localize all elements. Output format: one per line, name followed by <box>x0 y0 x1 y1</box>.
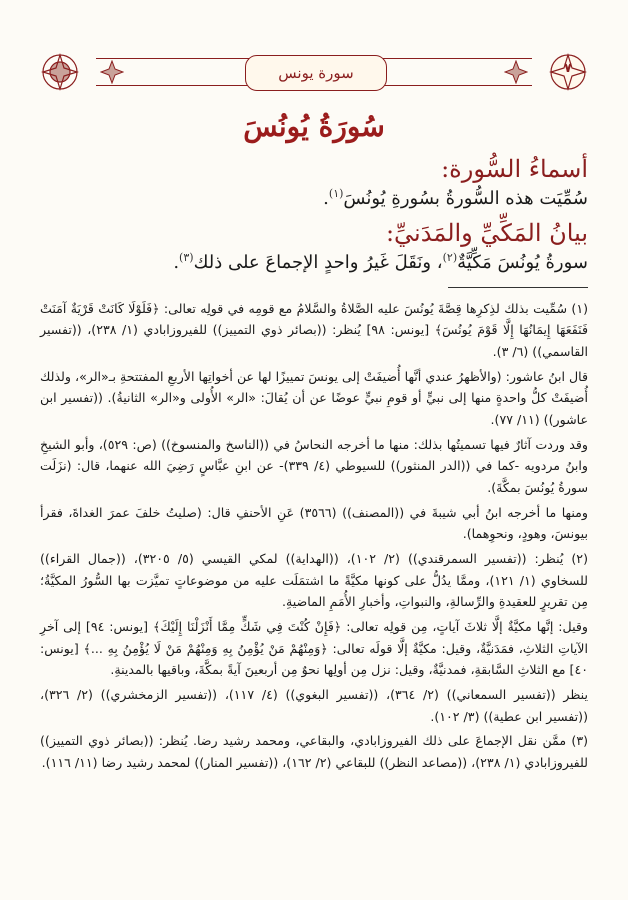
page-content <box>40 100 588 777</box>
section-body-names <box>40 185 588 213</box>
section-heading-makki-madani: بيانُ المَكِّيِّ والمَدَنيِّ: <box>385 218 588 247</box>
footnote-paragraph: ومنها ما أخرجه ابنُ أبي شيبةَ في ((المصنف)) (٣٥٦٦) عَنِ الأحنفِ قال: (صليتُ خلفَ عمرَ الغداةَ، فقرأ بيونسَ، وهودٍ، ونحوِهما). <box>40 504 588 542</box>
body-text: . <box>173 251 180 273</box>
footnote-ref[interactable]: (٣) <box>179 250 194 264</box>
surah-title: سُورَةُ يُونُسَ <box>243 110 385 143</box>
page-header <box>40 52 588 92</box>
running-title: سورة يونس <box>245 55 387 91</box>
small-ornament-icon <box>504 60 528 84</box>
footnotes <box>40 298 588 774</box>
section-heading-names: أسماءُ السُّورة: <box>441 155 588 183</box>
body-text: سورةُ يُونُسَ مَكِّيَّةٌ <box>457 251 588 273</box>
body-text: ، ونَقَلَ غَيرُ واحدٍ الإجماعَ على ذلك <box>193 251 443 273</box>
footnote-paragraph: (١) سُمِّيت بذلك لذِكرِها قِصَّةَ يُونُسَ عليه الصَّلاةُ والسَّلامُ مع قومِه في قولِه تعالى: ﴿فَلَوْلَا كَانَتْ قَرْيَةٌ آمَنَتْ فَنَفَعَهَا إِيمَانُهَا إِلَّا قَوْمَ يُونُسَ﴾ [يونس: ٩٨] يُنظر: ((بصائر ذوي التمييز)) للفيروزابادي (١/ ٢٣٨)، ((تفسير القاسمي)) (٦/ ٣). <box>40 300 588 360</box>
footnote-paragraph: وقد وردت آثارٌ فيها تسميتُها بذلك: منها ما أخرجه النحاسُ في ((الناسخ والمنسوخ)) (ص: ٥٢٩)، وأبو الشيخِ وابنُ مردويه -كما في ((الدر المنثور)) للسيوطي (٤/ ٣٣٩)- عن ابنِ عبَّاسٍ رَضِيَ الله عنهما، قال: (نزَلَت سورةُ يُونُسَ بمكَّةَ). <box>40 436 589 496</box>
rosette-ornament-icon <box>40 52 80 92</box>
page-number: ٧ <box>564 61 572 76</box>
footnote-paragraph: (٢) يُنظر: ((تفسير السمرقندي)) (٢/ ١٠٢)، ((الهداية)) لمكي القيسي (٥/ ٣٢٠٥)، ((جمال القراء)) للسخاوي (١/ ١٢١)، وممَّا يدُلُّ على كونها مكيَّةً ما اشتمَلَت عليه من موضوعاتٍ تميَّزت بها السُّورُ المكيَّةُ؛ مِن تقريرٍ للعقيدةِ والرِّسالةِ، والنبواتِ، وأخبارِ الأُمَمِ الماضيةِ. <box>40 551 588 610</box>
footnote-ref[interactable]: (١) <box>328 187 344 200</box>
body-text: سُمِّيَت هذه السُّورةُ بسُورةِ يُونُسَ <box>343 188 588 209</box>
footnote-paragraph: وقيل: إنَّها مكيَّةٌ إلَّا ثلاثَ آياتٍ، مِن قولِه تعالى: ﴿فَإِنْ كُنْتَ فِي شَكٍّ مِمَّا أَنْزَلْنَا إِلَيْكَ﴾ [يونس: ٩٤] إلى آخرِ الآياتِ الثلاثِ، فمَدَنيَّةٌ، وقيل: مكيَّةٌ إلَّا قولَه تعالى: ﴿وَمِنْهُمْ مَنْ يُؤْمِنُ بِهِ وَمِنْهُمْ مَنْ لَا يُؤْمِنُ بِهِ ...﴾ [يونس: ٤٠] مع الثلاثِ السَّابقةِ، فمدنيَّةٌ، وقيل: نزل مِن أولِها نحوٌ مِن أربعينَ آيةً بمكَّةَ، وباقيها بالمدينةِ. <box>40 618 588 678</box>
footnote-paragraph: ينظر ((تفسير السمعاني)) (٢/ ٣٦٤)، ((تفسير البغوي)) (٤/ ١١٧)، ((تفسير الزمخشري)) (٢/ ٣٢٦)، ((تفسير ابن عطية)) (٣/ ١٠٢). <box>40 686 588 724</box>
footnote-paragraph: قال ابنُ عاشور: (والأظهرُ عندي أنَّها أُضيفَتْ إلى يونسَ تمييزًا لها عن أخواتِها الأربعِ المفتتحةِ بـ«الر»، ولذلك أُضيفَتْ كلُّ واحدةٍ منها إلى نبيٍّ أو قومِ نبيٍّ عوضًا عن أن يُقالَ: «الر» الأُولى و«الر» الثانيةُ). ((تفسير ابن عاشور)) (١١/ ٧٧). <box>40 368 588 428</box>
footnote-ref[interactable]: (٢) <box>442 250 458 264</box>
section-body-makki-madani <box>40 249 588 277</box>
small-ornament-icon <box>100 60 124 84</box>
footnote-paragraph: (٣) ممَّن نقل الإجماعَ على ذلك الفيروزابادي، والبقاعي، ومحمد رشيد رضا. يُنظر: ((بصائر ذوي التمييز)) للفيروزابادي (١/ ٢٣٨)، ((مصاعد النظر)) للبقاعي (٢/ ١٦٢)، ((تفسير المنار)) لمحمد رشيد رضا (١١/ ١١٦). <box>40 733 588 770</box>
body-text: . <box>323 188 329 209</box>
footnote-divider <box>448 287 588 288</box>
